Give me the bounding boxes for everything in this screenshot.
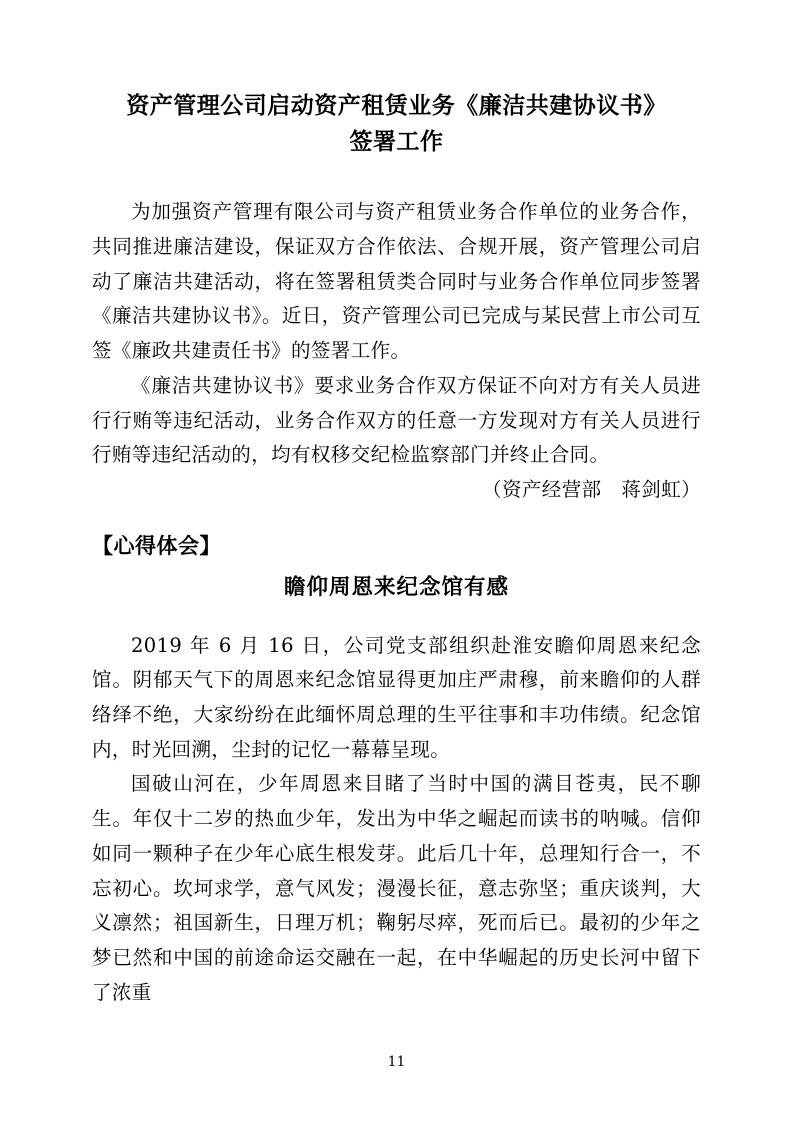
paragraph: 2019 年 6 月 16 日，公司党支部组织赴淮安瞻仰周恩来纪念馆。阴郁天气下的周恩来纪念馆显得更加庄严肃穆，前来瞻仰的人群络绎不绝，大家纷纷在此缅怀周总理的生平往事和丰功伟绩。纪念馆内，时光回溯，尘封的记忆一幕幕呈现。 bbox=[92, 633, 701, 761]
article-one-body bbox=[92, 195, 701, 507]
page-number: 11 bbox=[387, 1054, 406, 1070]
article-signature-wrapper bbox=[92, 473, 701, 508]
article-two-body bbox=[92, 629, 701, 1011]
page-title-line-2: 签署工作 bbox=[349, 127, 444, 155]
article-signature: （资产经营部 蒋剑虹） bbox=[482, 477, 701, 501]
paragraph: 国破山河在，少年周恩来目睹了当时中国的满目苍夷，民不聊生。年仅十二岁的热血少年，发出为中华之崛起而读书的呐喊。信仰如同一颗种子在少年心底生根发芽。此后几十年，总理知行合一，不忘初心。坎坷求学，意气风发；漫漫长征，意志弥坚；重庆谈判，大义凛然；祖国新生，日理万机；鞠躬尽瘁，死而后已。最初的少年之梦已然和中国的前途命运交融在一起，在中华崛起的历史长河中留下了浓重 bbox=[92, 772, 701, 1004]
page-title-line-1: 资产管理公司启动资产租赁业务《廉洁共建协议书》 bbox=[126, 92, 667, 119]
paragraph: 为加强资产管理有限公司与资产租赁业务合作单位的业务合作，共同推进廉洁建设，保证双方合作依法、合规开展，资产管理公司启动了廉洁共建活动，将在签署租赁类合同时与业务合作单位同步签署《廉洁共建协议书》。近日，资产管理公司已完成与某民营上市公司互签《廉政共建责任书》的签署工作。 bbox=[92, 200, 701, 363]
paragraph: 《廉洁共建协议书》要求业务合作双方保证不向对方有关人员进行行贿等违纪活动，业务合作双方的任意一方发现对方有关人员进行行贿等违纪活动的，均有权移交纪检监察部门并终止合同。 bbox=[92, 373, 701, 467]
page-title bbox=[92, 88, 701, 159]
article-two-subtitle: 瞻仰周恩来纪念馆有感 bbox=[283, 574, 509, 600]
section-heading: 【心得体会】 bbox=[92, 532, 221, 558]
